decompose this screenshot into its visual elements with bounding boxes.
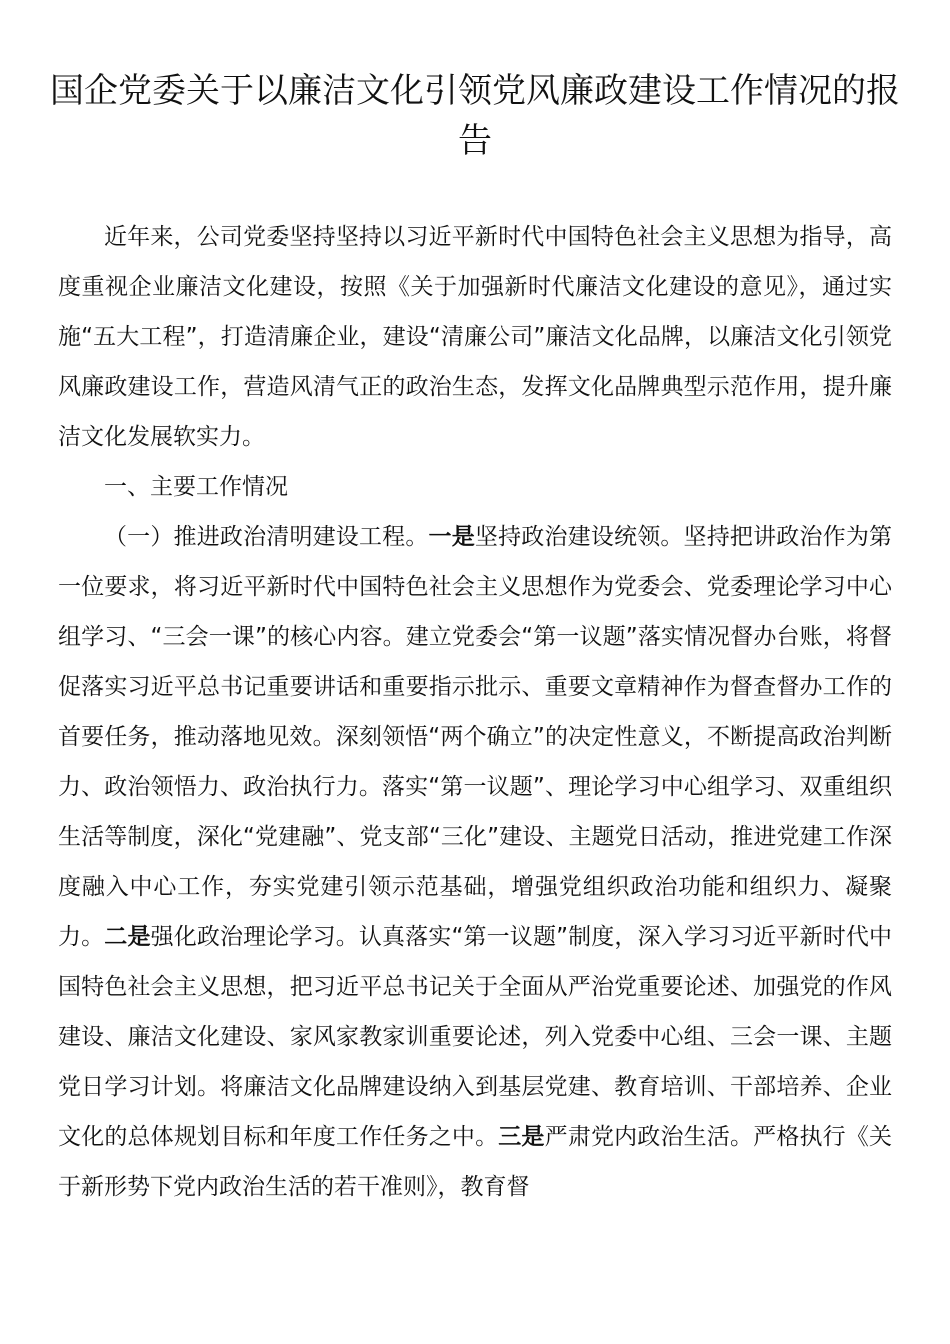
subsection-lead: （一）推进政治清明建设工程。 xyxy=(104,524,429,550)
point-text-3: 严肃党内政治生活。严格执行《关于新形势下党内政治生活的若干准则》，教育督 xyxy=(58,1124,893,1200)
point-marker-2: 二是 xyxy=(104,924,151,950)
section1-paragraph xyxy=(58,512,892,1212)
point-marker-1: 一是 xyxy=(428,524,475,550)
document-body xyxy=(58,212,892,1212)
section-heading: 一、主要工作情况 xyxy=(104,474,288,500)
point-marker-3: 三是 xyxy=(498,1124,545,1150)
point-text-2: 强化政治理论学习。认真落实“第一议题”制度，深入学习习近平新时代中国特色社会主义思想，把习近平总书记关于全面从严治党重要论述、加强党的作风建设、廉洁文化建设、家风家教家训重要论述，列入党委中心组、三会一课、主题党日学习计划。将廉洁文化品牌建设纳入到基层党建、教育培训、干部培养、企业文化的总体规划目标和年度工作任务之中。 xyxy=(58,924,893,1150)
document-title: 国企党委关于以廉洁文化引领党风廉政建设工作情况的报告 xyxy=(50,71,900,161)
point-text-1: 坚持政治建设统领。坚持把讲政治作为第一位要求，将习近平新时代中国特色社会主义思想作为党委会、党委理论学习中心组学习、“三会一课”的核心内容。建立党委会“第一议题”落实情况督办台账，将督促落实习近平总书记重要讲话和重要指示批示、重要文章精神作为督查督办工作的首要任务，推动落地见效。深刻领悟“两个确立”的决定性意义，不断提高政治判断力、政治领悟力、政治执行力。落实“第一议题”、理论学习中心组学习、双重组织生活等制度，深化“党建融”、党支部“三化”建设、主题党日活动，推进党建工作深度融入中心工作，夯实党建引领示范基础，增强党组织政治功能和组织力、凝聚力。 xyxy=(58,524,893,950)
intro-paragraph: 近年来，公司党委坚持坚持以习近平新时代中国特色社会主义思想为指导，高度重视企业廉洁文化建设，按照《关于加强新时代廉洁文化建设的意见》，通过实施“五大工程”，打造清廉企业，建设“清廉公司”廉洁文化品牌，以廉洁文化引领党风廉政建设工作，营造风清气正的政治生态，发挥文化品牌典型示范作用，提升廉洁文化发展软实力。 xyxy=(58,224,892,450)
